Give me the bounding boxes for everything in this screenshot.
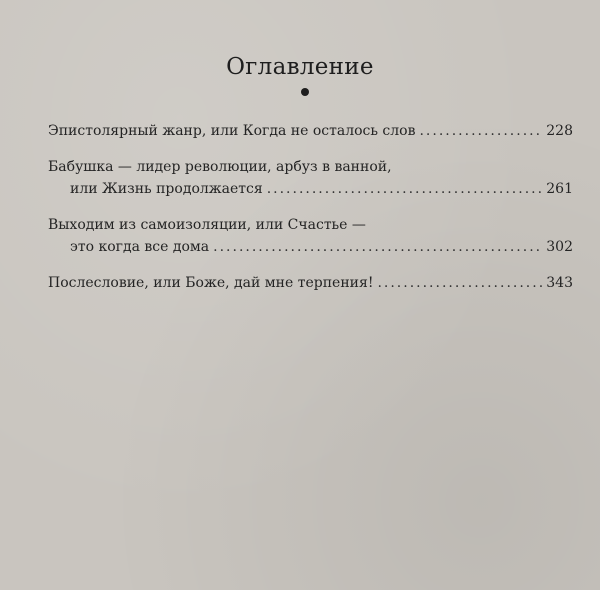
toc-entry-line xyxy=(48,214,573,236)
page-title: Оглавление xyxy=(226,54,374,80)
toc-page-number: 228 xyxy=(546,123,573,139)
dot-leader xyxy=(213,236,542,258)
toc-entry[interactable] xyxy=(48,214,573,258)
toc-entry-title: Эпистолярный жанр, или Когда не осталось слов xyxy=(48,123,416,139)
toc-entry-line xyxy=(48,156,573,178)
bullet-ornament xyxy=(301,88,309,96)
toc-entry-line xyxy=(48,272,573,294)
dot-leader xyxy=(377,272,542,294)
toc-page-number: 343 xyxy=(546,275,573,291)
toc-entry-line xyxy=(48,120,573,142)
toc-entry-title: Послесловие, или Боже, дай мне терпения! xyxy=(48,275,374,291)
toc-entry-line xyxy=(48,236,573,258)
toc-entry[interactable] xyxy=(48,272,573,294)
toc-entry-title-cont: или Жизнь продолжается xyxy=(70,181,263,197)
toc-entry-line xyxy=(48,178,573,200)
toc-entry-title: Выходим из самоизоляции, или Счастье — xyxy=(48,217,366,233)
dot-leader xyxy=(267,178,543,200)
toc-page-number: 302 xyxy=(546,239,573,255)
toc-entry[interactable] xyxy=(48,120,573,142)
toc-page-number: 261 xyxy=(546,181,573,197)
toc-entry-title-cont: это когда все дома xyxy=(70,239,210,255)
toc-entry-title: Бабушка — лидер революции, арбуз в ванной, xyxy=(48,159,392,175)
table-of-contents xyxy=(48,120,573,308)
dot-leader xyxy=(419,120,542,142)
toc-entry[interactable] xyxy=(48,156,573,200)
